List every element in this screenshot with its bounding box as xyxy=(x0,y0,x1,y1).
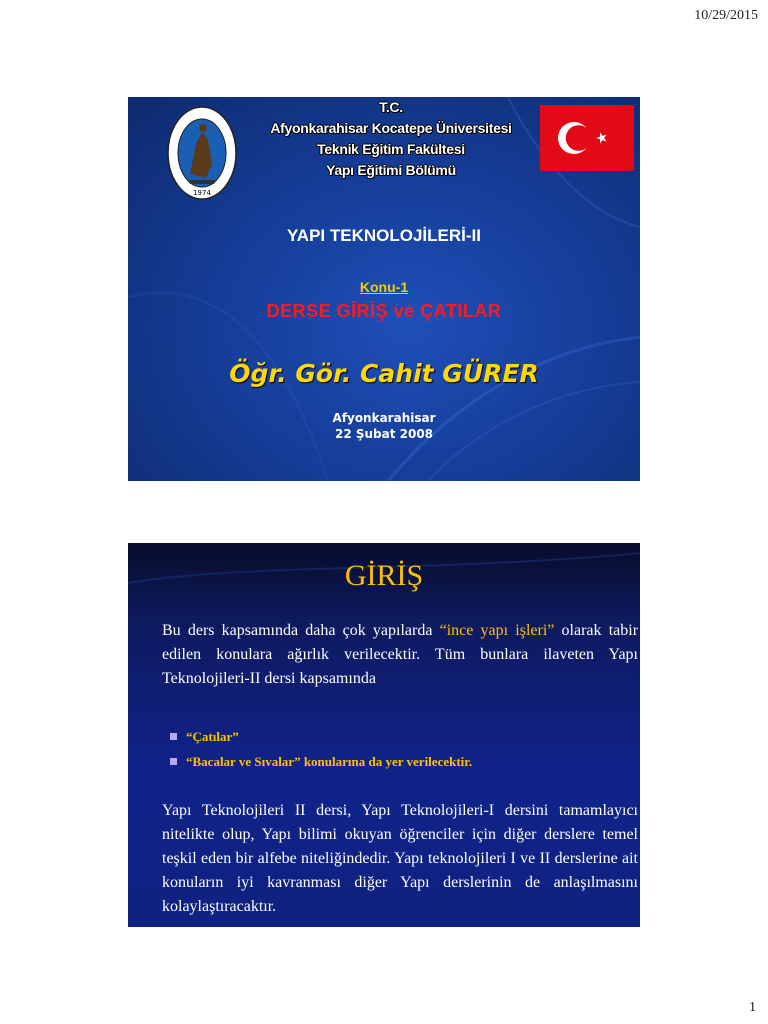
list-item xyxy=(166,749,472,774)
uni-line-country: T.C. xyxy=(379,99,403,115)
lecturer-name: Öğr. Gör. Cahit GÜRER xyxy=(229,359,539,388)
bullet-text: “Çatılar” xyxy=(186,729,239,744)
uni-line-department: Yapı Eğitimi Bölümü xyxy=(326,162,456,178)
intro-highlight: “ince yapı işleri” xyxy=(439,622,555,639)
university-header xyxy=(238,97,544,181)
intro-slide xyxy=(128,543,640,927)
slide-title: GİRİŞ xyxy=(344,559,424,592)
page-number: 1 xyxy=(749,1000,756,1015)
bullet-square-icon xyxy=(170,758,177,765)
bullet-square-icon xyxy=(170,733,177,740)
title-slide xyxy=(128,97,640,481)
seal-year: 1974 xyxy=(193,189,211,197)
topic-title: DERSE GİRİŞ ve ÇATILAR xyxy=(266,301,502,321)
turkish-flag xyxy=(540,105,634,171)
summary-paragraph: Yapı Teknolojileri II dersi, Yapı Teknolojileri-I dersini tamamlayıcı nitelikte olup, Yapı bilimi okuyan öğrenciler için diğer derslere temel teşkil eden bir alfebe niteliğindedir. Yapı teknolojileri I ve II derslerine ait konuların iyi kavranması diğer Yapı derslerinin de anlaşılmasını kolaylaştıracaktır. xyxy=(162,802,638,915)
intro-paragraph xyxy=(162,619,638,691)
page-date: 10/29/2015 xyxy=(694,8,758,23)
course-title: YAPI TEKNOLOJİLERİ-II xyxy=(287,226,481,245)
uni-line-faculty: Teknik Eğitim Fakültesi xyxy=(317,141,465,157)
date: 22 Şubat 2008 xyxy=(334,427,434,441)
intro-text-end: olarak tabir edilen konulara ağırlık verilecektir. Tüm bunlara ilaveten Yapı Teknolojileri-II dersi kapsamında xyxy=(162,622,639,687)
list-item xyxy=(166,724,472,749)
topic-label: Konu-1 xyxy=(359,279,409,295)
topic-bullet-list xyxy=(166,724,472,774)
place-date xyxy=(128,410,640,442)
bullet-text: “Bacalar ve Sıvalar” konularına da yer verilecektir. xyxy=(186,754,473,769)
place: Afyonkarahisar xyxy=(332,411,436,425)
university-seal xyxy=(166,104,238,202)
uni-line-university: Afyonkarahisar Kocatepe Üniversitesi xyxy=(270,120,512,136)
intro-text-start: Bu ders kapsamında daha çok yapılarda xyxy=(162,622,440,639)
